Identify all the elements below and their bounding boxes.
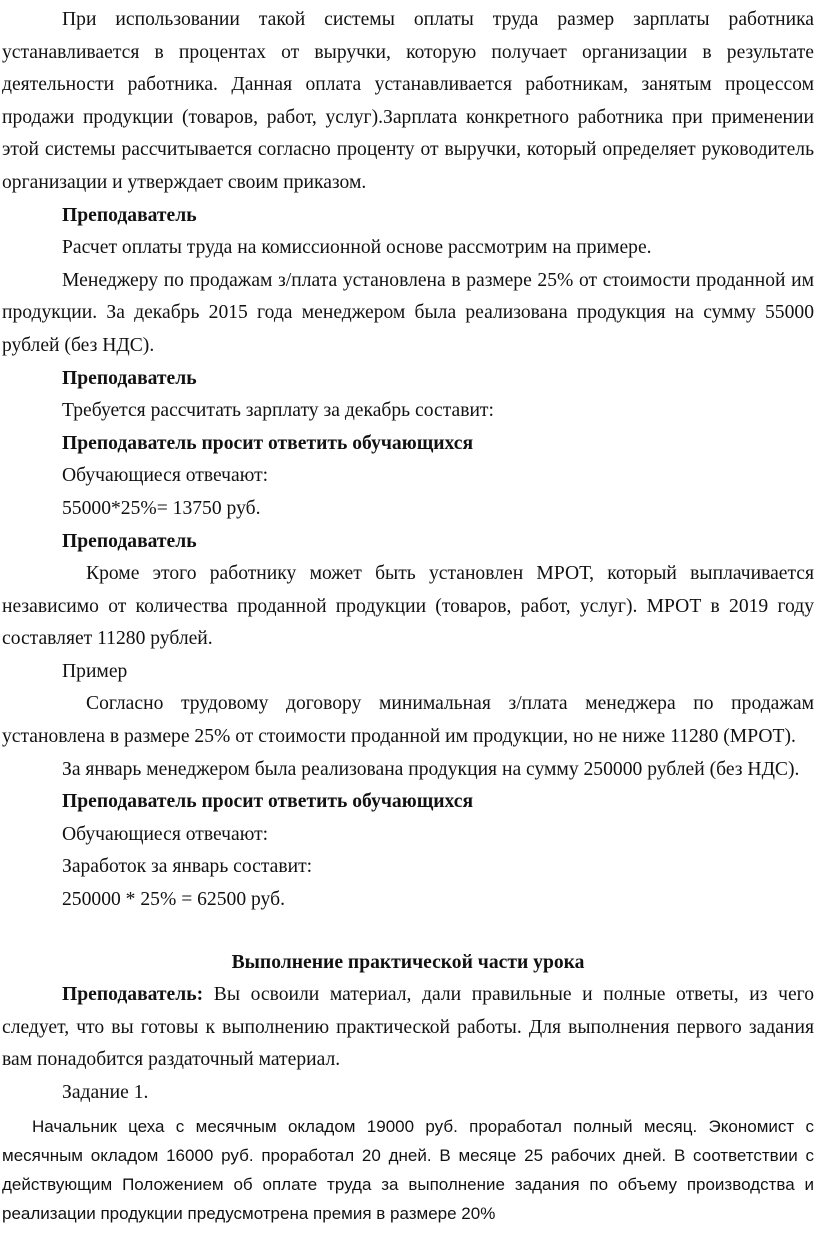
task-label: Задание 1. <box>62 1082 149 1103</box>
students-answer-line: Обучающиеся отвечают: <box>62 823 269 845</box>
contract-paragraph: Согласно трудовому договору минимальная з/плата менеджера по продажам установлена в размере 25% от стоимости проданной им продукции, но не ниже 11280 (МРОТ). <box>2 693 814 748</box>
january-earnings-line: Заработок за январь составит: <box>62 856 313 878</box>
teacher-label: Преподаватель <box>62 204 197 226</box>
formula-line: 250000 * 25% = 62500 руб. <box>62 889 285 911</box>
teacher-asks-label: Преподаватель просит ответить обучающихся <box>62 432 474 454</box>
teacher-label: Преподаватель <box>62 367 197 389</box>
task-text-paragraph: Начальник цеха с месячным окладом 19000 руб. проработал полный месяц. Экономист с месячным окладом 16000 руб. проработал 20 дней. В месяце 25 рабочих дней. В соответствии с действующим Положением об оплате труда за выполнение задания по объему производства и реализации продукции предусмотрена премия в размере 20% <box>2 1116 814 1223</box>
practical-intro-paragraph <box>2 979 814 1077</box>
teacher-label: Преподаватель <box>62 530 197 552</box>
spacer <box>2 917 814 947</box>
intro-paragraph: При использовании такой системы оплаты труда размер зарплаты работника устанавливается в процентах от выручки, которую получает организации в результате деятельности работника. Данная оплата устанавливается работникам, занятым процессом продажи продукции (товаров, работ, услуг).Зарплата конкретного работника при применении этой системы рассчитывается согласно проценту от выручки, который определяет руководитель организации и утверждает своим приказом. <box>2 9 814 193</box>
example-label: Пример <box>62 660 128 682</box>
teacher-asks-label: Преподаватель просит ответить обучающихся <box>62 791 474 813</box>
january-sales-paragraph: За январь менеджером была реализована продукция на сумму 250000 рублей (без НДС). <box>62 758 800 780</box>
mrot-paragraph: Кроме этого работнику может быть установлен МРОТ, который выплачивается независимо от количества проданной продукции (товаров, работ, услуг). МРОТ в 2019 году составляет 11280 рублей. <box>2 563 814 650</box>
section-heading: Выполнение практической части урока <box>231 951 585 973</box>
practical-intro-text: Вы освоили материал, дали правильные и полные ответы, из чего следует, что вы готовы к выполнению практической работы. Для выполнения первого задания вам понадобится раздаточный материал. <box>2 984 814 1071</box>
required-calc-line: Требуется рассчитать зарплату за декабрь составит: <box>62 400 494 422</box>
calc-example-line: Расчет оплаты труда на комиссионной основе рассмотрим на примере. <box>62 237 652 259</box>
formula-line: 55000*25%= 13750 руб. <box>62 497 261 519</box>
teacher-colon-label: Преподаватель: <box>62 984 204 1006</box>
manager-rate-paragraph: Менеджеру по продажам з/плата установлена в размере 25% от стоимости проданной им продукции. За декабрь 2015 года менеджером была реализована продукция на сумму 55000 рублей (без НДС). <box>2 269 814 356</box>
students-answer-line: Обучающиеся отвечают: <box>62 465 269 487</box>
